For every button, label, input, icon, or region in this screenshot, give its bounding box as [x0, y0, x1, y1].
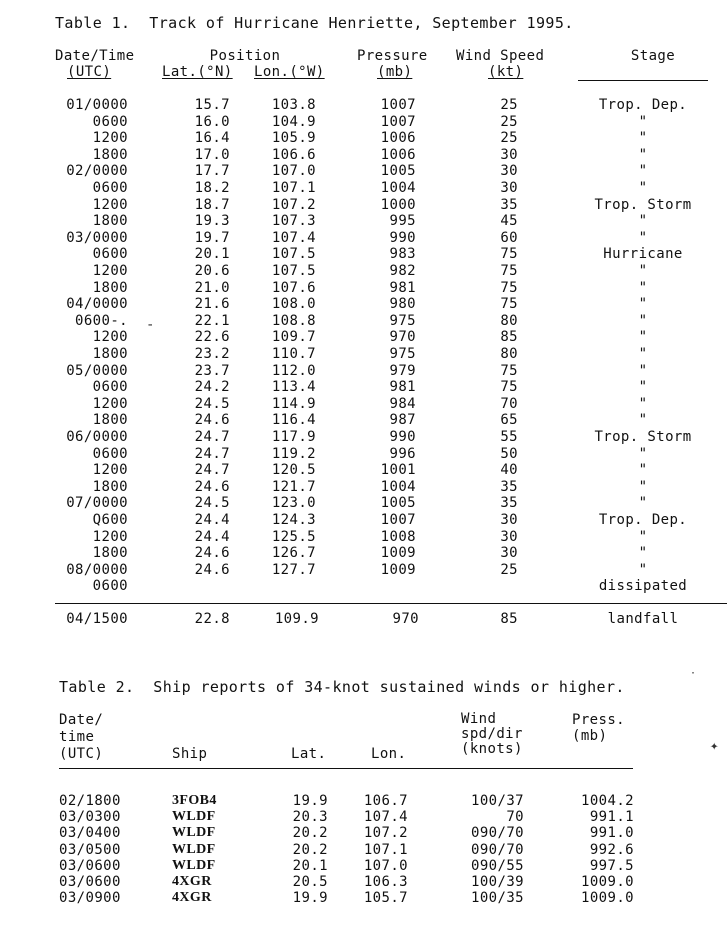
table1-cell-lon: 116.4 — [271, 412, 316, 429]
table1-cell-lat: 24.6 — [194, 545, 230, 562]
table1-cell-wind: 65 — [500, 412, 518, 429]
table2-cell-lon: 106.7 — [363, 793, 408, 809]
table1-cell-lon: 106.6 — [271, 146, 316, 163]
table1-cell-datetime: 1200 — [92, 462, 128, 479]
table1-cell-datetime: 0600 — [92, 578, 128, 595]
table2-cell-press: 997.5 — [589, 857, 634, 874]
table1-cell-wind: 75 — [500, 263, 518, 279]
table1-cell-lon: 126.7 — [271, 545, 316, 562]
table1-cell-pressure: 1004 — [380, 180, 416, 196]
table1-cell-pressure: 990 — [389, 429, 416, 445]
table1-cell-datetime: 03/0000 — [66, 229, 128, 246]
table1-cell-stage: " — [638, 412, 648, 429]
table1-cell-stage: " — [638, 130, 648, 147]
table1-cell-lon: 107.1 — [271, 180, 316, 196]
table1-cell-wind: 25 — [500, 97, 518, 113]
table1-cell-stage: Trop. Storm — [594, 429, 692, 445]
table1-cell-lon: 108.0 — [271, 296, 316, 313]
table1-cell-datetime: 1800 — [92, 146, 128, 163]
table2-header-press — [572, 712, 625, 744]
table1-cell-wind: 50 — [500, 445, 518, 462]
table1-cell-lon: 114.9 — [271, 395, 316, 412]
table2-cell-press: 1009.0 — [581, 874, 634, 890]
landfall-wind: 85 — [500, 611, 518, 627]
table1-landfall-rule — [55, 603, 727, 604]
table1-subheader-lon: Lon.(°W) — [254, 64, 325, 80]
table1-cell-stage: " — [638, 362, 648, 379]
table1-subheader-lat: Lat.(°N) — [162, 64, 233, 80]
table1-cell-pressure: 1007 — [380, 512, 416, 528]
table1-cell-wind: 80 — [500, 312, 518, 329]
table1-cell-stage: " — [638, 146, 648, 163]
table2-cell-press: 991.0 — [589, 825, 634, 842]
landfall-stage: landfall — [607, 611, 679, 627]
table2-header-wind-line1: Wind — [461, 711, 497, 727]
table1-cell-stage: " — [638, 279, 648, 296]
table1-cell-pressure: 987 — [389, 412, 416, 429]
table2-cell-datetime: 02/1800 — [59, 793, 121, 809]
table1-cell-lat: 24.5 — [194, 395, 230, 412]
table1-cell-wind: 35 — [500, 478, 518, 495]
table1-cell-lat: 17.0 — [194, 146, 230, 163]
table1-cell-datetime: 1200 — [92, 263, 128, 279]
table1-header-pressure: Pressure — [357, 48, 428, 64]
table1-caption: Table 1. Track of Hurricane Henriette, September 1995. — [55, 14, 574, 32]
table2-cell-wind: 70 — [506, 809, 524, 826]
table1-cell-stage: " — [638, 379, 648, 396]
table1-cell-stage: " — [638, 478, 648, 495]
table1-cell-lat: 17.7 — [194, 163, 230, 180]
table1-cell-datetime: 1800 — [92, 213, 128, 230]
table2-cell-lat: 20.2 — [292, 825, 328, 842]
table1-cell-stage: " — [638, 462, 648, 479]
table1-cell-wind: 30 — [500, 180, 518, 196]
table1-cell-lat: 22.6 — [194, 329, 230, 346]
table2-cell-lat: 19.9 — [292, 890, 328, 907]
table2-cell-ship: 4XGR — [172, 890, 212, 906]
table1-cell-lat: 16.0 — [194, 113, 230, 130]
table2-header-wind — [461, 712, 523, 757]
table2-cell-lon: 106.3 — [363, 874, 408, 890]
table1-cell-wind: 55 — [500, 429, 518, 445]
table1-cell-lat: 22.1 — [194, 312, 230, 329]
table1-subheader-mb: (mb) — [377, 64, 413, 80]
table1-cell-lat: 18.7 — [194, 196, 230, 213]
table1-header-stage: Stage — [630, 48, 676, 64]
table1-cell-wind: 85 — [500, 329, 518, 346]
table2-cell-datetime: 03/0500 — [59, 841, 121, 858]
table1-cell-lat: 15.7 — [194, 97, 230, 113]
landfall-datetime: 04/1500 — [66, 611, 128, 627]
table1-cell-lat: 23.2 — [194, 346, 230, 362]
table1-cell-stage: Trop. Storm — [594, 196, 692, 213]
table1-cell-stage: Hurricane — [603, 246, 683, 263]
table1-cell-lon: 124.3 — [271, 512, 316, 528]
table1-cell-wind: 25 — [500, 130, 518, 147]
table1-cell-datetime: 0600-. — [75, 312, 128, 329]
table1-cell-lat: 21.6 — [194, 296, 230, 313]
table1-cell-wind: 30 — [500, 163, 518, 180]
table1-cell-stage: " — [638, 163, 648, 180]
table1-cell-lon: 108.8 — [271, 312, 316, 329]
table1-cell-datetime: 04/0000 — [66, 296, 128, 313]
table1-cell-stage: " — [638, 528, 648, 545]
table2-cell-press: 1004.2 — [581, 793, 634, 809]
table1-cell-datetime: 0600 — [92, 180, 128, 196]
table1-cell-wind: 45 — [500, 213, 518, 230]
table1-cell-datetime: 02/0000 — [66, 163, 128, 180]
table1-cell-wind: 35 — [500, 196, 518, 213]
table1-cell-datetime: 05/0000 — [66, 362, 128, 379]
table1-stage-underline — [578, 80, 708, 81]
table1-cell-lat: 19.3 — [194, 213, 230, 230]
table1-cell-stage: dissipated — [598, 578, 688, 595]
table2-header-date — [59, 712, 103, 763]
table1-cell-stage: Trop. Dep. — [598, 512, 688, 528]
table2-cell-wind: 090/70 — [471, 841, 524, 858]
table1-cell-pressure: 1009 — [380, 561, 416, 578]
table1-cell-stage: " — [638, 229, 648, 246]
table1-cell-stage: " — [638, 545, 648, 562]
table1-cell-pressure: 1009 — [380, 545, 416, 562]
table1-cell-stage: " — [638, 312, 648, 329]
table2-cell-ship: WLDF — [172, 825, 216, 841]
table2-cell-ship: 4XGR — [172, 874, 212, 889]
landfall-pressure: 970 — [392, 611, 419, 627]
table1-cell-lat: 24.6 — [194, 478, 230, 495]
table1-cell-stage: " — [638, 180, 648, 196]
table1-cell-lon: 125.5 — [271, 528, 316, 545]
table1-cell-stage: " — [638, 495, 648, 512]
table1-cell-lat: 24.7 — [194, 445, 230, 462]
table2-cell-press: 992.6 — [589, 841, 634, 858]
table1-cell-lon: 112.0 — [271, 362, 316, 379]
table1-cell-lon: 107.3 — [271, 213, 316, 230]
table1-cell-pressure: 1000 — [380, 196, 416, 213]
table1-cell-pressure: 990 — [389, 229, 416, 246]
table2-header-date-line3: (UTC) — [59, 746, 104, 762]
table2-cell-datetime: 03/0900 — [59, 890, 121, 907]
table1-cell-wind: 30 — [500, 512, 518, 528]
table1-cell-lon: 107.0 — [271, 163, 316, 180]
table1-cell-pressure: 1004 — [380, 478, 416, 495]
table1-cell-lon: 103.8 — [271, 97, 316, 113]
table2-cell-datetime: 03/0400 — [59, 825, 121, 842]
table1-cell-datetime: Q600 — [92, 512, 128, 528]
table1-cell-pressure: 970 — [389, 329, 416, 346]
table2-cell-lon: 105.7 — [363, 890, 408, 907]
table2-header-rule — [59, 768, 633, 769]
table2-header-wind-line3: (knots) — [461, 741, 523, 757]
table1-cell-lon: 120.5 — [271, 462, 316, 479]
table1-cell-wind: 70 — [500, 395, 518, 412]
table2-cell-ship: 3FOB4 — [172, 793, 217, 808]
table1-cell-datetime: 1200 — [92, 130, 128, 147]
table1-cell-lat: 23.7 — [194, 362, 230, 379]
table2-header-lat: Lat. — [291, 746, 327, 762]
table1-cell-lon: 123.0 — [271, 495, 316, 512]
table1-cell-lat: 24.5 — [194, 495, 230, 512]
table1-cell-wind: 75 — [500, 362, 518, 379]
table1-cell-stage: " — [638, 395, 648, 412]
table2-cell-lat: 20.2 — [292, 841, 328, 858]
table1-cell-pressure: 981 — [389, 379, 416, 396]
table2-cell-datetime: 03/0600 — [59, 874, 121, 890]
table1-cell-stage: " — [638, 213, 648, 230]
table1-cell-lon: 107.4 — [271, 229, 316, 246]
table1-cell-lon: 121.7 — [271, 478, 316, 495]
stray-dash-mark: - — [146, 317, 155, 333]
table1-cell-wind: 40 — [500, 462, 518, 479]
table1-cell-datetime: 1800 — [92, 478, 128, 495]
table1-header-datetime: Date/Time — [55, 48, 135, 64]
table1-cell-stage: " — [638, 113, 648, 130]
table1-cell-wind: 75 — [500, 296, 518, 313]
table1-cell-datetime: 1800 — [92, 279, 128, 296]
table1-cell-datetime: 1800 — [92, 412, 128, 429]
table2-cell-lat: 19.9 — [292, 793, 328, 809]
landfall-lon: 109.9 — [274, 611, 319, 627]
table1-cell-pressure: 995 — [389, 213, 416, 230]
table1-cell-lon: 110.7 — [271, 346, 316, 362]
table1-cell-pressure: 996 — [389, 445, 416, 462]
table1-cell-lon: 107.5 — [271, 263, 316, 279]
table1-cell-datetime: 0600 — [92, 379, 128, 396]
table1-cell-datetime: 0600 — [92, 445, 128, 462]
table1-cell-lat: 20.6 — [194, 263, 230, 279]
table1-cell-lat: 16.4 — [194, 130, 230, 147]
table1-cell-pressure: 975 — [389, 346, 416, 362]
table1-cell-stage: " — [638, 263, 648, 279]
table2-caption: Table 2. Ship reports of 34-knot sustained winds or higher. — [59, 678, 625, 696]
table1-cell-wind: 60 — [500, 229, 518, 246]
table2-cell-press: 991.1 — [589, 809, 634, 826]
table2-cell-lat: 20.3 — [292, 809, 328, 826]
table1-cell-datetime: 1800 — [92, 346, 128, 362]
table1-cell-lon: 105.9 — [271, 130, 316, 147]
table1-cell-datetime: 1200 — [92, 196, 128, 213]
stray-dot-mark: · — [690, 668, 697, 679]
table1-cell-stage: " — [638, 296, 648, 313]
table1-cell-datetime: 0600 — [92, 113, 128, 130]
table2-cell-ship: WLDF — [172, 809, 216, 825]
table1-cell-lat: 24.7 — [194, 429, 230, 445]
table1-subheader-kt: (kt) — [488, 64, 524, 80]
table1-cell-lat: 18.2 — [194, 180, 230, 196]
table1-cell-lon: 119.2 — [271, 445, 316, 462]
table1-cell-wind: 35 — [500, 495, 518, 512]
table1-cell-datetime: 0600 — [92, 246, 128, 263]
table2-header-date-line2: time — [59, 729, 95, 745]
table1-cell-datetime: 06/0000 — [66, 429, 128, 445]
table1-cell-lon: 104.9 — [271, 113, 316, 130]
table2-cell-lat: 20.1 — [292, 857, 328, 874]
table1-cell-pressure: 1006 — [380, 130, 416, 147]
table1-cell-lat: 24.2 — [194, 379, 230, 396]
table1-cell-lat: 21.0 — [194, 279, 230, 296]
table1-cell-pressure: 982 — [389, 263, 416, 279]
table1-cell-lat: 20.1 — [194, 246, 230, 263]
table2-cell-lon: 107.2 — [363, 825, 408, 842]
table2-cell-wind: 090/55 — [471, 857, 524, 874]
table1-cell-pressure: 1005 — [380, 495, 416, 512]
table1-cell-pressure: 975 — [389, 312, 416, 329]
table1-cell-lat: 24.6 — [194, 561, 230, 578]
table1-cell-wind: 25 — [500, 113, 518, 130]
table1-cell-wind: 75 — [500, 379, 518, 396]
table1-cell-pressure: 1007 — [380, 97, 416, 113]
table2-cell-lon: 107.4 — [363, 809, 408, 826]
table1-cell-datetime: 1200 — [92, 329, 128, 346]
table1-cell-pressure: 979 — [389, 362, 416, 379]
table1-header-position: Position — [209, 48, 281, 64]
table2-cell-datetime: 03/0600 — [59, 857, 121, 874]
table2-cell-wind: 100/37 — [471, 793, 524, 809]
table1-cell-wind: 80 — [500, 346, 518, 362]
table1-cell-wind: 30 — [500, 545, 518, 562]
table1-cell-pressure: 1008 — [380, 528, 416, 545]
table1-cell-wind: 75 — [500, 246, 518, 263]
table2-cell-lon: 107.0 — [363, 857, 408, 874]
table1-cell-lat: 24.4 — [194, 528, 230, 545]
table1-cell-pressure: 1001 — [380, 462, 416, 479]
table1-cell-stage: " — [638, 561, 648, 578]
table1-cell-datetime: 08/0000 — [66, 561, 128, 578]
table1-cell-lat: 24.6 — [194, 412, 230, 429]
table1-cell-wind: 30 — [500, 528, 518, 545]
table2-cell-ship: WLDF — [172, 841, 216, 857]
table1-cell-datetime: 1200 — [92, 395, 128, 412]
table2-header-wind-line2: spd/dir — [461, 726, 523, 742]
table1-header-windspeed: Wind Speed — [456, 48, 545, 64]
table1-cell-lon: 109.7 — [271, 329, 316, 346]
table1-cell-datetime: 07/0000 — [66, 495, 128, 512]
table1-cell-stage: Trop. Dep. — [598, 97, 688, 113]
table1-cell-datetime: 1800 — [92, 545, 128, 562]
table2-cell-press: 1009.0 — [581, 890, 634, 907]
table1-cell-wind: 75 — [500, 279, 518, 296]
table1-cell-stage: " — [638, 445, 648, 462]
table2-cell-wind: 100/39 — [471, 874, 524, 890]
table1-cell-lon: 113.4 — [271, 379, 316, 396]
table2-header-press-line2: (mb) — [572, 728, 608, 744]
table1-cell-datetime: 1200 — [92, 528, 128, 545]
table1-cell-lon: 107.5 — [271, 246, 316, 263]
table1-cell-datetime: 01/0000 — [66, 97, 128, 113]
table2-cell-ship: WLDF — [172, 857, 216, 873]
table1-cell-lat: 19.7 — [194, 229, 230, 246]
table2-cell-datetime: 03/0300 — [59, 809, 121, 826]
table1-cell-lon: 117.9 — [271, 429, 316, 445]
table1-cell-lon: 107.6 — [271, 279, 316, 296]
table2-header-ship: Ship — [172, 746, 208, 762]
table1-cell-lat: 24.7 — [194, 462, 230, 479]
table2-cell-wind: 100/35 — [471, 890, 524, 907]
table2-cell-wind: 090/70 — [471, 825, 524, 842]
table2-header-lon: Lon. — [371, 746, 407, 762]
table1-cell-pressure: 983 — [389, 246, 416, 263]
table2-cell-lat: 20.5 — [292, 874, 328, 890]
table1-cell-pressure: 1007 — [380, 113, 416, 130]
landfall-lat: 22.8 — [194, 611, 230, 627]
table1-cell-pressure: 981 — [389, 279, 416, 296]
table1-cell-wind: 30 — [500, 146, 518, 163]
table1-cell-lon: 127.7 — [271, 561, 316, 578]
table1-cell-pressure: 984 — [389, 395, 416, 412]
table2-cell-lon: 107.1 — [363, 841, 408, 858]
table1-cell-wind: 25 — [500, 561, 518, 578]
table1-cell-lon: 107.2 — [271, 196, 316, 213]
stray-ink-mark: ✦ — [710, 738, 719, 754]
table1-cell-stage: " — [638, 346, 648, 362]
table2-header-date-line1: Date/ — [59, 712, 104, 728]
table1-cell-pressure: 1005 — [380, 163, 416, 180]
table1-cell-pressure: 1006 — [380, 146, 416, 163]
table1-cell-stage: " — [638, 329, 648, 346]
table2-header-press-line1: Press. — [572, 712, 625, 728]
table1-cell-lat: 24.4 — [194, 512, 230, 528]
table1-subheader-utc: (UTC) — [67, 64, 112, 80]
table1-cell-pressure: 980 — [389, 296, 416, 313]
